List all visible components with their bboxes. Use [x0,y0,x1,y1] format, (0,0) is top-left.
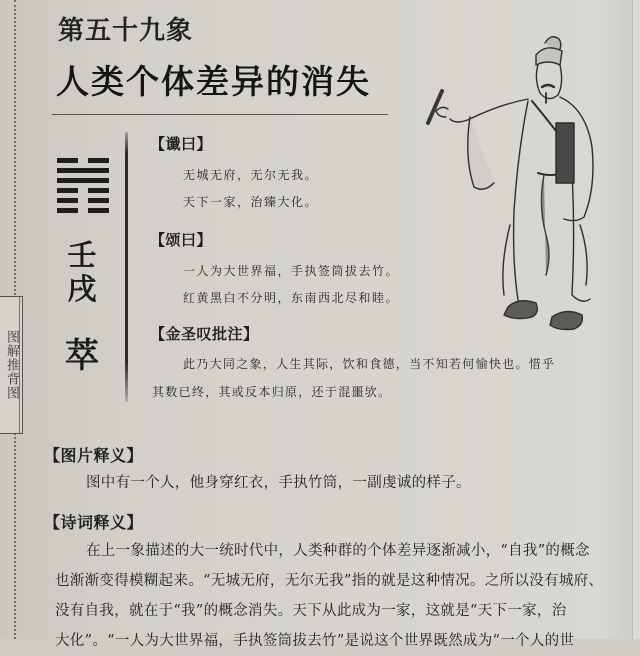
hexagram-name: 萃 [65,336,99,376]
scholar-illustration [410,25,610,345]
song-line-2: 红黄黑白不分明，东南西北尽和睦。 [183,291,400,305]
ganzhi-stem: 壬 [67,238,97,272]
side-tab [0,296,23,434]
poem-line-1: 在上一象描述的大一统时代中，人类种群的个体差异逐渐减小，“自我”的概念 [86,543,590,559]
hexagram-line [57,178,109,183]
vertical-divider [125,132,128,402]
poem-line-4: 大化”。“一人为大世界福，手执签筒拔去竹”是说这个世界既然成为“一个人的世 [55,633,575,649]
hexagram-line [57,158,109,163]
title-divider [52,114,388,115]
poem-line-2: 也渐渐变得模糊起来。“无城无府，无尔无我”指的就是这种情况。之所以没有城府、 [55,573,604,589]
ganzhi-label [62,238,102,306]
song-heading: 【颂曰】 [150,231,213,249]
chapter-number: 第五十九象 [58,16,194,46]
ganzhi-branch: 戌 [67,272,97,306]
hexagram-line [57,198,109,203]
hexagram-line [57,168,109,173]
song-line-1: 一人为大世界福，手执签筒拔去竹。 [183,264,400,278]
hexagram-line [57,208,109,213]
chen-line-2: 天下一家，治臻大化。 [183,195,319,209]
chen-line-1: 无城无府，无尔无我。 [183,168,319,182]
jinshengtan-line-1: 此乃大同之象，人生其际，饮和食德，当不知若何愉快也。惜乎 [183,357,556,371]
picture-text: 图中有一个人，他身穿红衣，手执竹筒，一副虔诚的样子。 [86,475,471,491]
picture-heading: 【图片释义】 [44,446,144,465]
hexagram-icon [57,158,109,218]
chen-heading: 【谶曰】 [150,135,213,153]
jinshengtan-line-2: 其数已终，其或反本归原，还于混噩欤。 [152,385,392,399]
next-page-edge [632,0,640,639]
hexagram-line [57,188,109,193]
poem-line-3: 没有自我，就在于“我”的概念消失。天下从此成为一家，这就是“天下一家，治 [55,603,567,619]
poem-heading: 【诗词释义】 [44,513,144,532]
chapter-title: 人类个体差异的消失 [56,62,371,101]
side-tab-label: 图解推背图 [4,330,19,400]
jinshengtan-heading: 【金圣叹批注】 [150,325,259,343]
